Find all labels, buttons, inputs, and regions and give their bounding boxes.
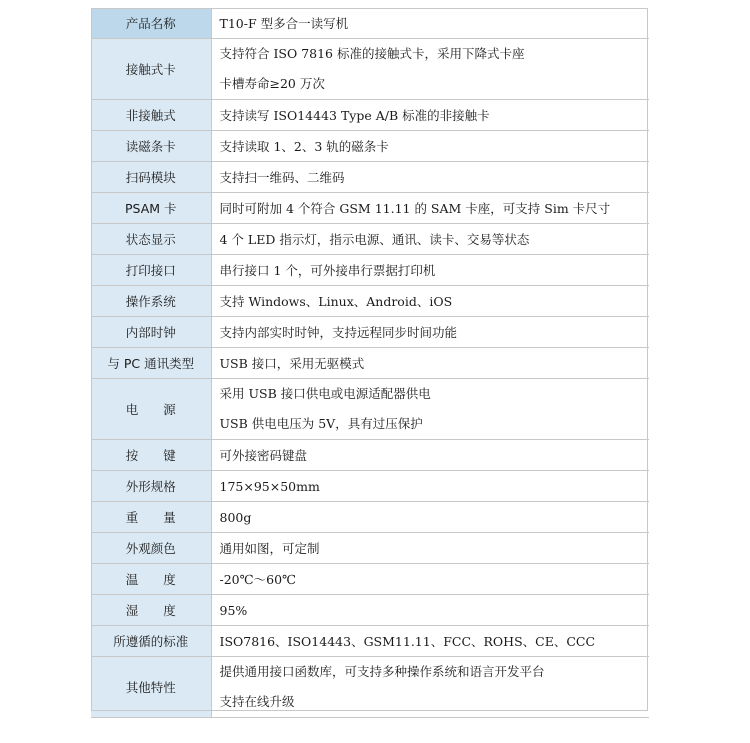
spec-row bbox=[91, 286, 649, 317]
spec-value bbox=[211, 224, 649, 255]
header-value bbox=[211, 8, 649, 39]
spec-label: 打印接口 bbox=[91, 255, 211, 286]
spec-row bbox=[91, 657, 649, 718]
product-name: T10-F 型多合一读写机 bbox=[219, 15, 349, 31]
spec-value-line: 支持读写 ISO14443 Type A/B 标准的非接触卡 bbox=[219, 107, 490, 123]
spec-label: 接触式卡 bbox=[91, 39, 211, 100]
spec-value-line: 4 个 LED 指示灯，指示电源、通讯、读卡、交易等状态 bbox=[219, 231, 530, 247]
spec-value bbox=[211, 471, 649, 502]
header-label: 产品名称 bbox=[91, 8, 211, 39]
spec-value-line: USB 供电电压为 5V，具有过压保护 bbox=[219, 416, 423, 431]
header-row bbox=[91, 8, 649, 39]
spec-label: 扫码模块 bbox=[91, 162, 211, 193]
spec-value bbox=[211, 131, 649, 162]
spec-value-line: 支持 Windows、Linux、Android、iOS bbox=[219, 293, 453, 309]
spec-value-line: USB 接口，采用无驱模式 bbox=[219, 355, 365, 371]
spec-value-line: 175×95×50mm bbox=[219, 478, 320, 494]
spec-row bbox=[91, 626, 649, 657]
spec-label: 湿 度 bbox=[91, 595, 211, 626]
spec-value bbox=[211, 39, 649, 100]
spec-row bbox=[91, 317, 649, 348]
spec-row bbox=[91, 39, 649, 100]
spec-label: 按 键 bbox=[91, 440, 211, 471]
spec-label: 内部时钟 bbox=[91, 317, 211, 348]
spec-value bbox=[211, 379, 649, 440]
spec-row bbox=[91, 471, 649, 502]
spec-table-body bbox=[91, 8, 649, 718]
spec-value bbox=[211, 657, 649, 718]
spec-row bbox=[91, 255, 649, 286]
spec-label: 重 量 bbox=[91, 502, 211, 533]
spec-row bbox=[91, 564, 649, 595]
spec-value-line: 95% bbox=[219, 602, 248, 618]
spec-label: 所遵循的标准 bbox=[91, 626, 211, 657]
spec-value-line: 提供通用接口函数库，可支持多种操作系统和语言开发平台 bbox=[219, 664, 545, 679]
spec-value-line: 可外接密码键盘 bbox=[219, 447, 308, 463]
spec-label: 操作系统 bbox=[91, 286, 211, 317]
spec-value bbox=[211, 193, 649, 224]
spec-row bbox=[91, 533, 649, 564]
spec-value-line: 支持符合 ISO 7816 标准的接触式卡，采用下降式卡座 bbox=[219, 46, 525, 61]
spec-value bbox=[211, 595, 649, 626]
spec-value bbox=[211, 502, 649, 533]
spec-row bbox=[91, 595, 649, 626]
spec-value bbox=[211, 317, 649, 348]
spec-row bbox=[91, 193, 649, 224]
spec-row bbox=[91, 502, 649, 533]
spec-value bbox=[211, 255, 649, 286]
spec-value-line: 支持扫一维码、二维码 bbox=[219, 169, 345, 185]
spec-label: 外形规格 bbox=[91, 471, 211, 502]
spec-row bbox=[91, 379, 649, 440]
spec-value-line: ISO7816、ISO14443、GSM11.11、FCC、ROHS、CE、CCC bbox=[219, 633, 596, 649]
spec-label: 电 源 bbox=[91, 379, 211, 440]
spec-label: 其他特性 bbox=[91, 657, 211, 718]
spec-value-line: -20℃～60℃ bbox=[219, 571, 297, 587]
spec-label: PSAM 卡 bbox=[91, 193, 211, 224]
spec-value bbox=[211, 533, 649, 564]
spec-value bbox=[211, 286, 649, 317]
spec-value-line: 通用如图，可定制 bbox=[219, 540, 320, 556]
spec-label: 温 度 bbox=[91, 564, 211, 595]
spec-label: 非接触式 bbox=[91, 100, 211, 131]
spec-row bbox=[91, 348, 649, 379]
spec-row bbox=[91, 224, 649, 255]
spec-value-line: 卡槽寿命≥20 万次 bbox=[219, 76, 325, 91]
spec-value bbox=[211, 162, 649, 193]
spec-value bbox=[211, 626, 649, 657]
spec-label: 与 PC 通讯类型 bbox=[91, 348, 211, 379]
spec-value bbox=[211, 564, 649, 595]
spec-table bbox=[91, 8, 649, 718]
spec-value-line: 800g bbox=[219, 509, 252, 525]
spec-row bbox=[91, 131, 649, 162]
spec-label: 状态显示 bbox=[91, 224, 211, 255]
spec-row bbox=[91, 162, 649, 193]
spec-label: 外观颜色 bbox=[91, 533, 211, 564]
spec-value-line: 同时可附加 4 个符合 GSM 11.11 的 SAM 卡座，可支持 Sim 卡尺寸 bbox=[219, 200, 611, 216]
spec-row bbox=[91, 440, 649, 471]
spec-label: 读磁条卡 bbox=[91, 131, 211, 162]
spec-value bbox=[211, 440, 649, 471]
spec-value bbox=[211, 100, 649, 131]
spec-value-line: 采用 USB 接口供电或电源适配器供电 bbox=[219, 386, 431, 401]
spec-value-line: 支持在线升级 bbox=[219, 694, 295, 709]
spec-value-line: 串行接口 1 个，可外接串行票据打印机 bbox=[219, 262, 436, 278]
spec-value-line: 支持内部实时时钟，支持远程同步时间功能 bbox=[219, 324, 458, 340]
spec-value bbox=[211, 348, 649, 379]
spec-value-line: 支持读取 1、2、3 轨的磁条卡 bbox=[219, 138, 389, 154]
spec-row bbox=[91, 100, 649, 131]
